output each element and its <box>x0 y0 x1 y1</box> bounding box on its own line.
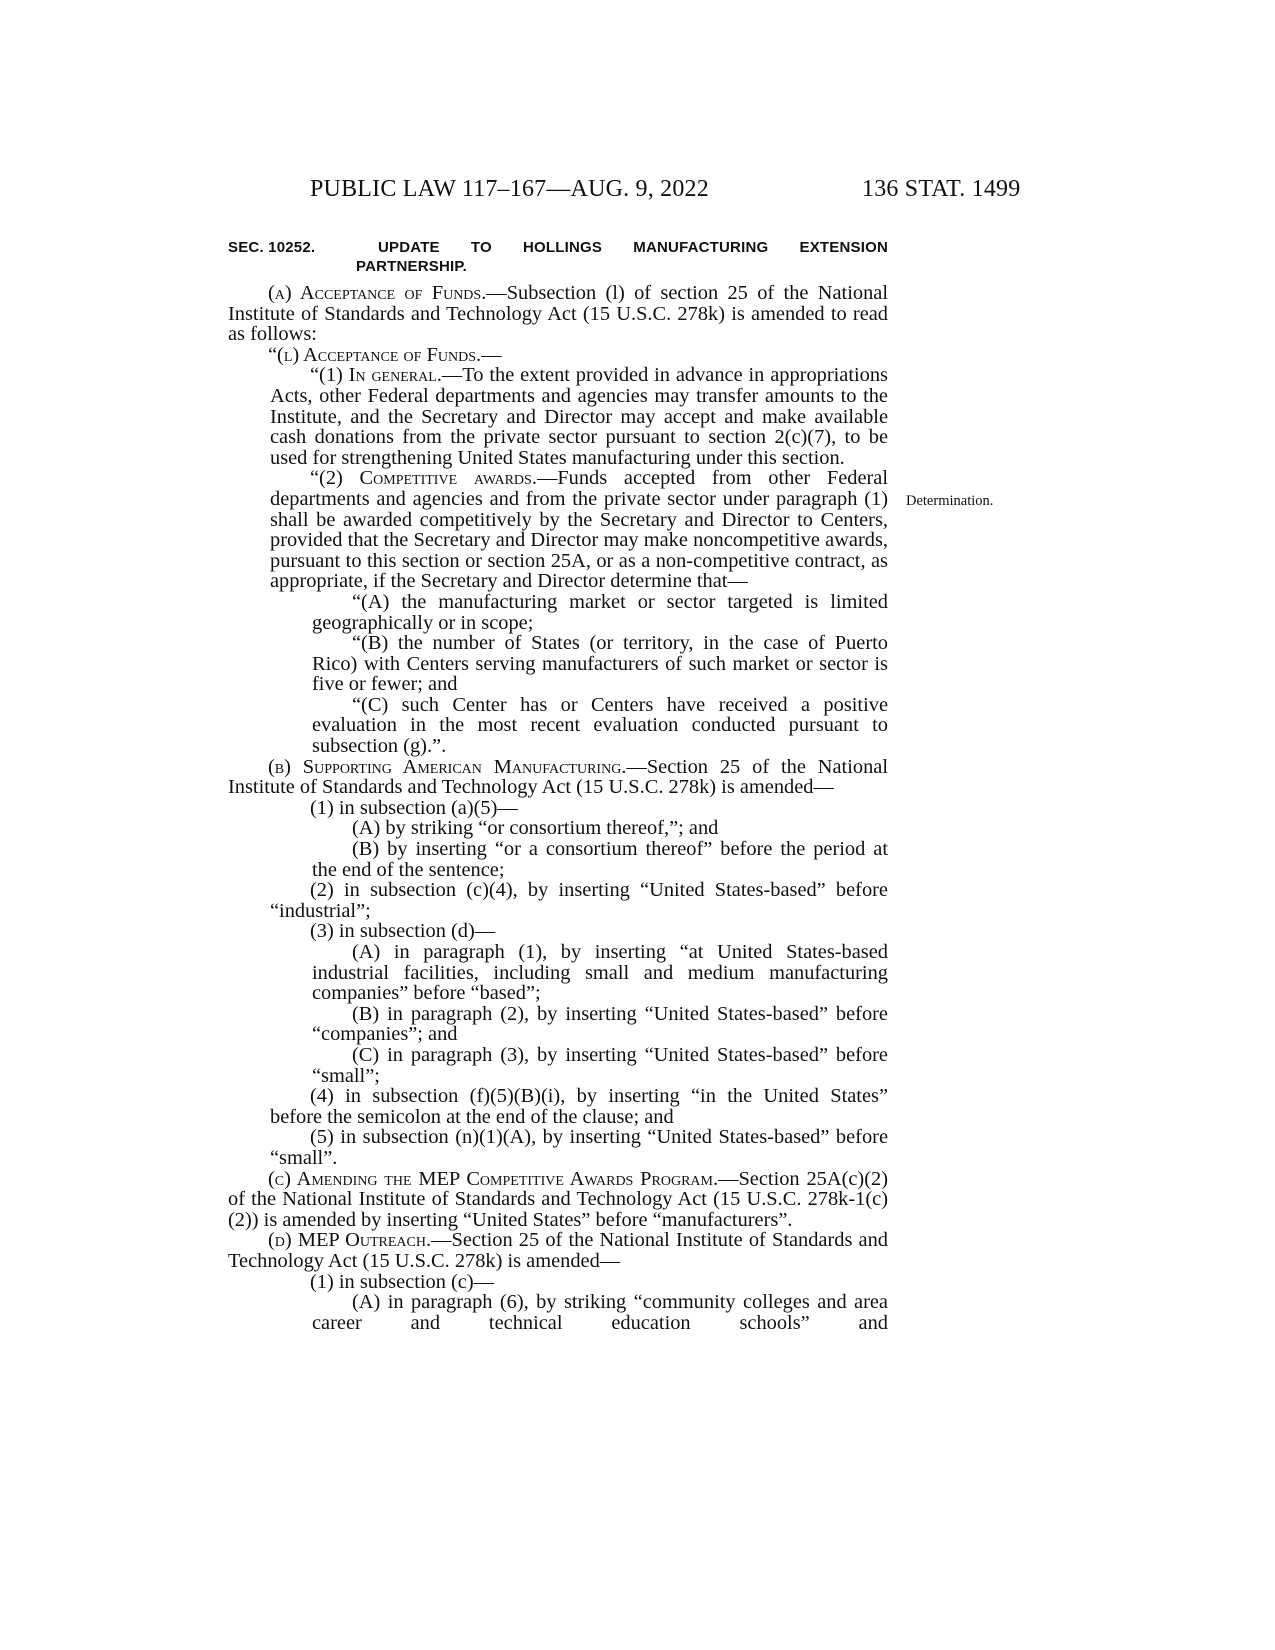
paragraph-heading: “(l) Acceptance of Funds. <box>268 343 482 366</box>
paragraph-c <box>228 1169 888 1231</box>
paragraph-heading: (d) MEP Outreach. <box>268 1229 432 1252</box>
section-heading <box>228 238 888 276</box>
paragraph-l2 <box>228 468 888 592</box>
paragraph-text: (3) in subsection (d)— <box>310 920 496 943</box>
paragraph-l2c <box>228 695 888 757</box>
paragraph-text: (4) in subsection (f)(5)(B)(i), by inserting “in the United States” before the semicolon at the end of the clause; and <box>270 1085 888 1128</box>
paragraph-heading: (a) Acceptance of Funds. <box>268 282 487 304</box>
paragraph-text: — <box>481 343 502 366</box>
section-title-line2: PARTNERSHIP. <box>356 258 468 275</box>
paragraph-text: (1) in subsection (a)(5)— <box>310 796 518 819</box>
section-number: SEC. 10252. <box>228 239 316 256</box>
margin-note: Determination. <box>906 493 994 509</box>
paragraph-b1 <box>228 798 888 819</box>
document-body <box>228 283 888 1333</box>
paragraph-b1a <box>228 818 888 839</box>
paragraph-l2b <box>228 633 888 695</box>
paragraph-b4 <box>228 1086 888 1127</box>
paragraph-b3c <box>228 1045 888 1086</box>
paragraph-b5 <box>228 1127 888 1168</box>
running-header-title: PUBLIC LAW 117–167—AUG. 9, 2022 <box>310 176 709 202</box>
paragraph-text: —Section 25A(c)(2) of the National Institute of Standards and Technology Act (15 U.S.C. 278k-1(c)(2)) is amended by inserting “United States” before “manufacturers”. <box>228 1167 888 1231</box>
paragraph-l1 <box>228 365 888 468</box>
paragraph-heading: “(2) Competitive awards. <box>310 467 537 490</box>
paragraph-text: “(B) the number of States (or territory, in the case of Puerto Rico) with Centers serving manufacturers of such market or sector is five or fewer; and <box>312 632 888 696</box>
paragraph-b2 <box>228 880 888 921</box>
paragraph-text: (5) in subsection (n)(1)(A), by inserting “United States-based” before “small”. <box>270 1126 888 1169</box>
paragraph-text: “(A) the manufacturing market or sector targeted is limited geographically or in scope; <box>312 590 888 634</box>
paragraph-b3b <box>228 1004 888 1045</box>
paragraph-l2a <box>228 592 888 633</box>
paragraph-text: (A) in paragraph (6), by striking “community colleges and area career and technical education schools” and <box>312 1291 888 1334</box>
paragraph-heading: (b) Supporting American Manufacturing. <box>268 755 627 778</box>
paragraph-text: (B) by inserting “or a consortium thereof” before the period at the end of the sentence; <box>312 838 888 881</box>
paragraph-text: (A) in paragraph (1), by inserting “at United States-based industrial facilities, including small and medium manufacturing companies” before “based”; <box>312 941 888 1005</box>
section-heading-line1 <box>228 238 888 257</box>
paragraph-text: (1) in subsection (c)— <box>310 1270 495 1293</box>
paragraph-d <box>228 1230 888 1271</box>
paragraph-l <box>228 345 888 366</box>
paragraph-text: —To the extent provided in advance in appropriations Acts, other Federal departments and agencies may transfer amounts to the Institute, and the Secretary and Director may accept and make available cash donations from the private sector pursuant to section 2(c)(7), to be used for strengthening United States manufacturing under this section. <box>270 364 888 469</box>
paragraph-text: —Funds accepted from other Federal departments and agencies and from the private sector under paragraph (1) shall be awarded competitively by the Secretary and Director to Centers, provided that the Secretary and Director may make noncompetitive awards, pursuant to this section or section 25A, or as a non-competitive contract, as appropriate, if the Secretary and Director determine that— <box>270 467 889 593</box>
paragraph-b <box>228 757 888 798</box>
paragraph-text: —Subsection (l) of section 25 of the National Institute of Standards and Technology Act (15 U.S.C. 278k) is amended to read as follows: <box>228 282 888 346</box>
paragraph-b3a <box>228 942 888 1004</box>
paragraph-b3 <box>228 921 888 942</box>
paragraph-text: (B) in paragraph (2), by inserting “United States-based” before “companies”; and <box>312 1002 888 1046</box>
paragraph-text: (A) by striking “or consortium thereof,”; and <box>352 817 719 840</box>
paragraph-text: (C) in paragraph (3), by inserting “United States-based” before “small”; <box>312 1043 888 1087</box>
paragraph-heading: (c) Amending the MEP Competitive Awards Program. <box>268 1167 719 1190</box>
paragraph-d1 <box>228 1272 888 1293</box>
page-reference: 136 STAT. 1499 <box>862 176 1021 202</box>
paragraph-text: “(C) such Center has or Centers have received a positive evaluation in the most recent evaluation conducted pursuant to subsection (g).”. <box>312 693 888 758</box>
paragraph-text: —Section 25 of the National Institute of Standards and Technology Act (15 U.S.C. 278k) is amended— <box>228 755 888 799</box>
paragraph-heading: “(1) In general. <box>310 364 442 387</box>
section-title-line1: UPDATE TO HOLLINGS MANUFACTURING EXTENSION <box>378 239 888 256</box>
paragraph-text: (2) in subsection (c)(4), by inserting “United States-based” before “industrial”; <box>270 879 888 922</box>
paragraph-d1a <box>228 1292 888 1333</box>
paragraph-b1b <box>228 839 888 880</box>
paragraph-a <box>228 283 888 345</box>
paragraph-text: —Section 25 of the National Institute of Standards and Technology Act (15 U.S.C. 278k) is amended— <box>228 1229 888 1272</box>
